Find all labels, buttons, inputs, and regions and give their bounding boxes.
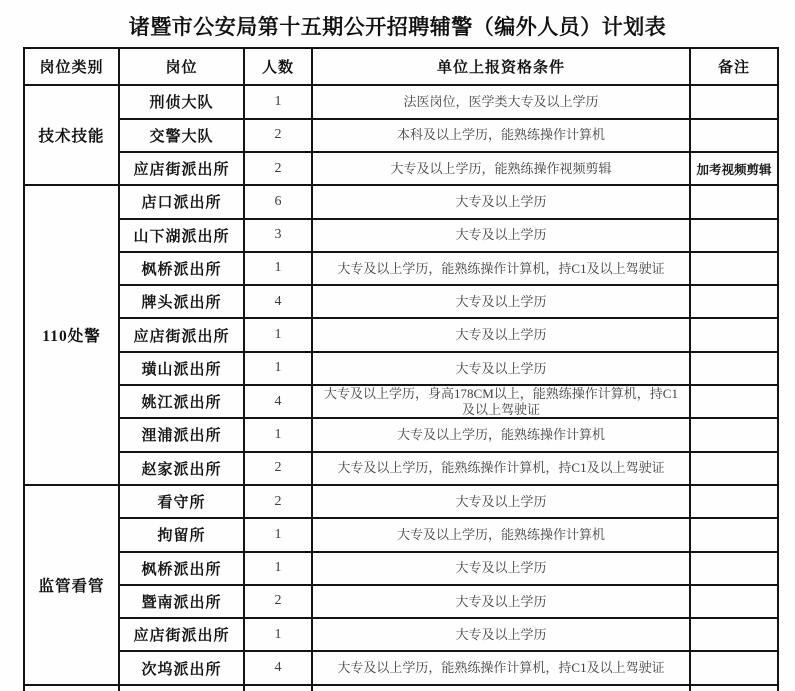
requirement-cell: 大专及以上学历，能熟练操作计算机，持C1及以上驾驶证 — [312, 252, 690, 285]
remark-cell — [690, 185, 778, 218]
remark-cell — [690, 85, 778, 118]
remark-cell — [690, 385, 778, 418]
requirement-cell: 大专及以上学历，身高178CM以上，能熟练操作计算机，持C1及以上驾驶证 — [312, 385, 690, 418]
headcount-cell: 1 — [244, 418, 312, 451]
requirement-cell — [312, 685, 690, 691]
remark-cell — [690, 552, 778, 585]
table-row — [24, 618, 778, 651]
position-cell: 浬浦派出所 — [119, 418, 244, 451]
table-row — [24, 651, 778, 684]
column-header-category: 岗位类别 — [24, 48, 119, 85]
position-cell: 牌头派出所 — [119, 285, 244, 318]
position-cell: 枫桥派出所 — [119, 552, 244, 585]
headcount-cell: 2 — [244, 152, 312, 185]
table-row — [24, 418, 778, 451]
position-cell: 刑侦大队 — [119, 85, 244, 118]
remark-cell — [690, 651, 778, 684]
requirement-cell: 大专及以上学历 — [312, 585, 690, 618]
headcount-cell: 1 — [244, 552, 312, 585]
page-title: 诸暨市公安局第十五期公开招聘辅警（编外人员）计划表 — [128, 15, 667, 39]
headcount-cell: 2 — [244, 119, 312, 152]
remark-cell — [690, 518, 778, 551]
headcount-cell: 1 — [244, 352, 312, 385]
headcount-cell: 2 — [244, 485, 312, 518]
requirement-cell: 大专及以上学历 — [312, 318, 690, 351]
position-cell: 暨南派出所 — [119, 585, 244, 618]
table-row — [24, 85, 778, 118]
column-header-remarks: 备注 — [690, 48, 778, 85]
requirement-cell: 大专及以上学历 — [312, 185, 690, 218]
position-cell: 姚江派出所 — [119, 385, 244, 418]
remark-cell — [690, 618, 778, 651]
remark-cell — [690, 685, 778, 691]
headcount-cell: 1 — [244, 518, 312, 551]
headcount-cell: 6 — [244, 185, 312, 218]
requirement-cell: 大专及以上学历，能熟练操作计算机，持C1及以上驾驶证 — [312, 651, 690, 684]
table-row — [24, 318, 778, 351]
table-header-row — [24, 48, 778, 85]
position-cell: 枫桥派出所 — [119, 252, 244, 285]
remark-cell — [690, 219, 778, 252]
position-cell: 赵家派出所 — [119, 452, 244, 485]
headcount-cell: 4 — [244, 385, 312, 418]
requirement-cell: 大专及以上学历，能熟练操作计算机 — [312, 418, 690, 451]
headcount-cell: 1 — [244, 318, 312, 351]
remark-cell — [690, 119, 778, 152]
headcount-cell: 1 — [244, 252, 312, 285]
table-row — [24, 518, 778, 551]
table-row — [24, 285, 778, 318]
table-row — [24, 685, 778, 691]
category-cell — [24, 685, 119, 691]
table-row — [24, 452, 778, 485]
position-cell: 次坞派出所 — [119, 651, 244, 684]
table-row — [24, 352, 778, 385]
requirement-cell: 大专及以上学历 — [312, 618, 690, 651]
category-cell: 技术技能 — [24, 85, 119, 185]
headcount-cell: 4 — [244, 651, 312, 684]
requirement-cell: 大专及以上学历，能熟练操作计算机，持C1及以上驾驶证 — [312, 452, 690, 485]
position-cell: 拘留所 — [119, 518, 244, 551]
position-cell: 交警大队 — [119, 119, 244, 152]
position-cell — [119, 685, 244, 691]
position-cell: 看守所 — [119, 485, 244, 518]
requirement-cell: 大专及以上学历 — [312, 219, 690, 252]
requirement-cell: 法医岗位，医学类大专及以上学历 — [312, 85, 690, 118]
position-cell: 店口派出所 — [119, 185, 244, 218]
remark-cell — [690, 452, 778, 485]
remark-cell — [690, 318, 778, 351]
position-cell: 应店街派出所 — [119, 618, 244, 651]
category-cell: 110处警 — [24, 185, 119, 485]
remark-cell — [690, 485, 778, 518]
table-row — [24, 152, 778, 185]
requirement-cell: 大专及以上学历，能熟练操作计算机 — [312, 518, 690, 551]
headcount-cell: 2 — [244, 452, 312, 485]
table-row — [24, 585, 778, 618]
table-row — [24, 219, 778, 252]
headcount-cell — [244, 685, 312, 691]
headcount-cell: 1 — [244, 618, 312, 651]
headcount-cell: 2 — [244, 585, 312, 618]
remark-cell: 加考视频剪辑 — [690, 152, 778, 185]
headcount-cell: 3 — [244, 219, 312, 252]
requirement-cell: 大专及以上学历 — [312, 485, 690, 518]
requirement-cell: 大专及以上学历，能熟练操作视频剪辑 — [312, 152, 690, 185]
table-row — [24, 552, 778, 585]
table-row — [24, 252, 778, 285]
position-cell: 山下湖派出所 — [119, 219, 244, 252]
position-cell: 应店街派出所 — [119, 152, 244, 185]
recruitment-plan-table — [23, 47, 779, 691]
column-header-headcount: 人数 — [244, 48, 312, 85]
position-cell: 璜山派出所 — [119, 352, 244, 385]
table-row — [24, 385, 778, 418]
requirement-cell: 本科及以上学历，能熟练操作计算机 — [312, 119, 690, 152]
table-row — [24, 185, 778, 218]
column-header-position: 岗位 — [119, 48, 244, 85]
category-cell: 监管看管 — [24, 485, 119, 685]
requirement-cell: 大专及以上学历 — [312, 285, 690, 318]
position-cell: 应店街派出所 — [119, 318, 244, 351]
requirement-cell: 大专及以上学历 — [312, 552, 690, 585]
headcount-cell: 4 — [244, 285, 312, 318]
requirement-cell: 大专及以上学历 — [312, 352, 690, 385]
remark-cell — [690, 585, 778, 618]
remark-cell — [690, 352, 778, 385]
table-row — [24, 119, 778, 152]
remark-cell — [690, 418, 778, 451]
column-header-requirements: 单位上报资格条件 — [312, 48, 690, 85]
table-row — [24, 485, 778, 518]
remark-cell — [690, 252, 778, 285]
headcount-cell: 1 — [244, 85, 312, 118]
remark-cell — [690, 285, 778, 318]
